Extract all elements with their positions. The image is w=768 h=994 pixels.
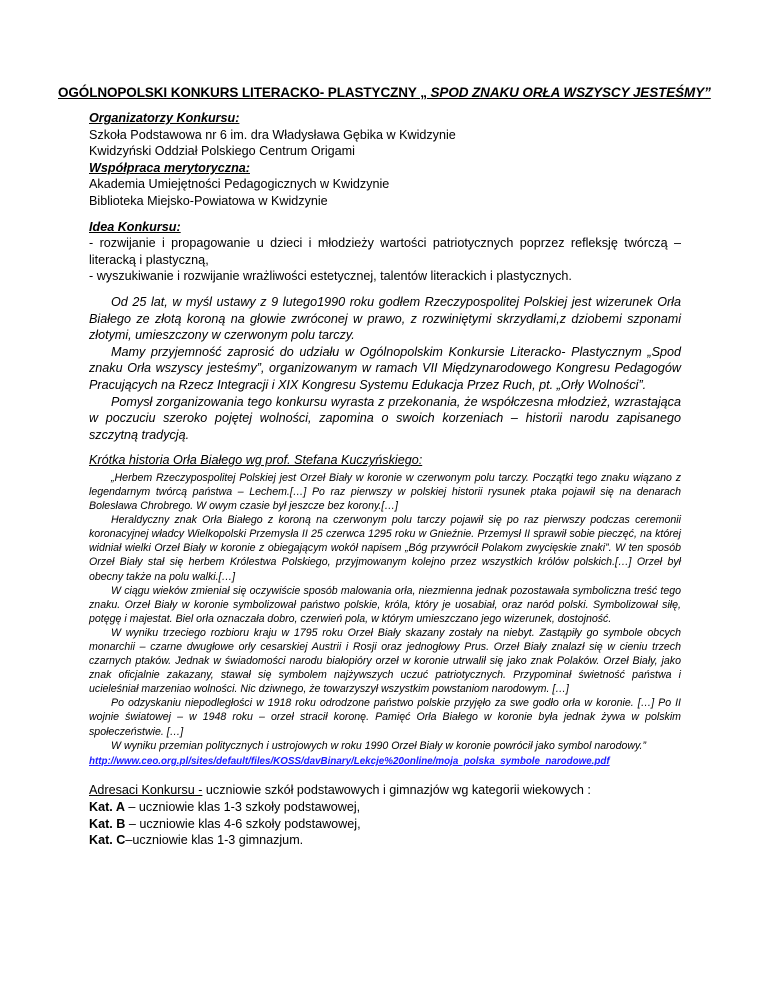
category-text: – uczniowie klas 4-6 szkoły podstawowej, — [125, 816, 361, 831]
document-body — [89, 110, 681, 849]
document-title — [58, 85, 738, 100]
organizers-heading: Organizatorzy Konkursu: — [89, 111, 240, 125]
idea-item: - rozwijanie i propagowanie u dzieci i młodzieży wartości patriotycznych poprzez refleksję twórczą – literacką i plastyczną, — [89, 236, 681, 267]
category-item — [89, 832, 681, 849]
history-quote — [89, 471, 681, 753]
category-item — [89, 816, 681, 833]
intro-paragraph: Od 25 lat, w myśl ustawy z 9 lutego1990 roku godłem Rzeczypospolitej Polskiej jest wizerunek Orła Białego ze złotą koroną na głowie zwróconej w prawo, z rozwiniętymi skrzydłami,z dziobemi szponami złotymi, umieszczony w czerwonym polu tarczy. — [89, 294, 681, 343]
history-paragraph: W wyniku przemian politycznych i ustrojowych w roku 1990 Orzeł Biały w koronie powrócił jako symbol narodowy.” — [111, 739, 646, 752]
history-paragraph: Po odzyskaniu niepodległości w 1918 roku odrodzone państwo polskie przyjęło za swe godło orła w koronie. […] Po II wojnie światowej – w 1948 roku – orzeł stracił koronę. Pamięć Orła Białego w koronie była jednak żywa w polskim społeczeństwie. […] — [89, 697, 681, 738]
history-paragraph: W ciągu wieków zmieniał się oczywiście sposób malowania orła, niezmienna jednak pozostawała symboliczna treść tego znaku. Orzeł Biały w koronie symbolizował państwo polskie, króla, który je uosabiał, oraz naród polski. Symbolizował siłę, potęgę i majestat. Biel orła oznaczała dobro, czerwień pola, w którym umieszczano jego wizerunek, dostojność. — [89, 584, 681, 625]
adresaci-heading: Adresaci Konkursu - — [89, 783, 203, 798]
history-heading: Krótka historia Orła Białego wg prof. Stefana Kuczyńskiego: — [89, 453, 423, 468]
intro-section — [89, 294, 681, 443]
organizer-item: Kwidzyński Oddział Polskiego Centrum Origami — [89, 144, 355, 159]
cooperation-item: Biblioteka Miejsko-Powiatowa w Kwidzynie — [89, 193, 328, 208]
idea-item: - wyszukiwanie i rozwijanie wrażliwości estetycznej, talentów literackich i plastycznych. — [89, 269, 572, 284]
category-label: Kat. A — [89, 799, 125, 814]
category-label: Kat. B — [89, 816, 126, 831]
intro-paragraph: Mamy przyjemność zaprosić do udziału w Ogólnopolskim Konkursie Literacko- Plastycznym „Spod znaku Orła wszyscy jesteśmy”, organizowanym w ramach VII Międzynarodowego Kongresu Pedagogów Pracujących na Rzecz Integracji i XIX Kongresu Systemu Edukacja Przez Ruch, pt. „Orły Wolności”. — [89, 344, 681, 392]
title-italic: SPOD ZNAKU ORŁA WSZYSCY JESTEŚMY” — [426, 85, 711, 100]
history-paragraph: Heraldyczny znak Orła Białego z koroną na czerwonym polu tarczy pojawił się po raz pierwszy podczas ceremonii koronacyjnej władcy Wielkopolski Przemysła II 25 czerwca 1295 roku w Gnieźnie. Przemysł II sprawił sobie pieczęć, na której widniał wielki Orzeł Biały w koronie z obiegającym wokół napisem „Bóg przywrócił Polakom zwycięskie znaki”. W ten sposób Orzeł Biały stał się herbem Królestwa Polskiego, przyjmowanym kolejno przez wszystkich królów polskich.[…] Orzeł był obecny także na polu walki.[…] — [89, 514, 681, 583]
history-paragraph: „Herbem Rzeczypospolitej Polskiej jest Orzeł Biały w koronie w czerwonym polu tarczy. Początki tego znaku wiązano z legendarnym twórcą państwa – Lechem.[…] Po raz pierwszy w polskiej historii rysunek ptaka pojawił się na denarach Bolesława Chrobrego. W owym czasie był jeszcze bez korony.[…] — [89, 471, 681, 513]
category-text: – uczniowie klas 1-3 szkoły podstawowej, — [124, 799, 361, 814]
cooperation-item: Akademia Umiejętności Pedagogicznych w Kwidzynie — [89, 177, 390, 192]
organizer-item: Szkoła Podstawowa nr 6 im. dra Władysława Gębika w Kwidzynie — [89, 127, 456, 142]
idea-heading: Idea Konkursu: — [89, 219, 181, 234]
history-paragraph: W wyniku trzeciego rozbioru kraju w 1795 roku Orzeł Biały skazany zostały na niebyt. Zastąpiły go symbole obcych monarchii – czarne dwugłowe orły cesarskiej Austrii i Rosji oraz jednogłowy Prus. Orzeł Biały znalazł się w cieniu trzech czarnych ptaków. Jednak w świadomości narodu białopióry orzeł w koronie utrwalił się jako znak Polaków. Orzeł Biały, jako znak oficjalnie zakazany, stawał się symbolem najżywszych uczuć patriotycznych. Przypominał świetność państwa i ucieleśniał marzeniao wolności. Nic dziwnego, że towarzyszył wszystkim powstaniom narodowym. […] — [89, 626, 681, 696]
source-link[interactable]: http://www.ceo.org.pl/sites/default/files/KOSS/davBinary/Lekcje%20online/moja_polska_symbole_narodowe.pdf — [89, 755, 610, 767]
intro-paragraph: Pomysł zorganizowania tego konkursu wyrasta z przekonania, że współczesna młodzież, wzrastająca w poczuciu szeroko pojętej wolności, zapomina o swoich korzeniach – historii narodu zapisanego szczytną tradycją. — [89, 394, 681, 442]
category-text: –uczniowie klas 1-3 gimnazjum. — [125, 833, 304, 848]
organizers-section — [89, 110, 681, 210]
title-main: OGÓLNOPOLSKI KONKURS LITERACKO- PLASTYCZNY „ — [58, 85, 427, 100]
adresaci-text: uczniowie szkół podstawowych i gimnazjów wg kategorii wiekowych : — [202, 783, 591, 798]
idea-section — [89, 219, 681, 285]
adresaci-section — [89, 782, 681, 848]
category-label: Kat. C — [89, 833, 126, 848]
adresaci-line — [89, 782, 681, 799]
cooperation-heading: Współpraca merytoryczna: — [89, 160, 250, 175]
category-item — [89, 799, 681, 816]
